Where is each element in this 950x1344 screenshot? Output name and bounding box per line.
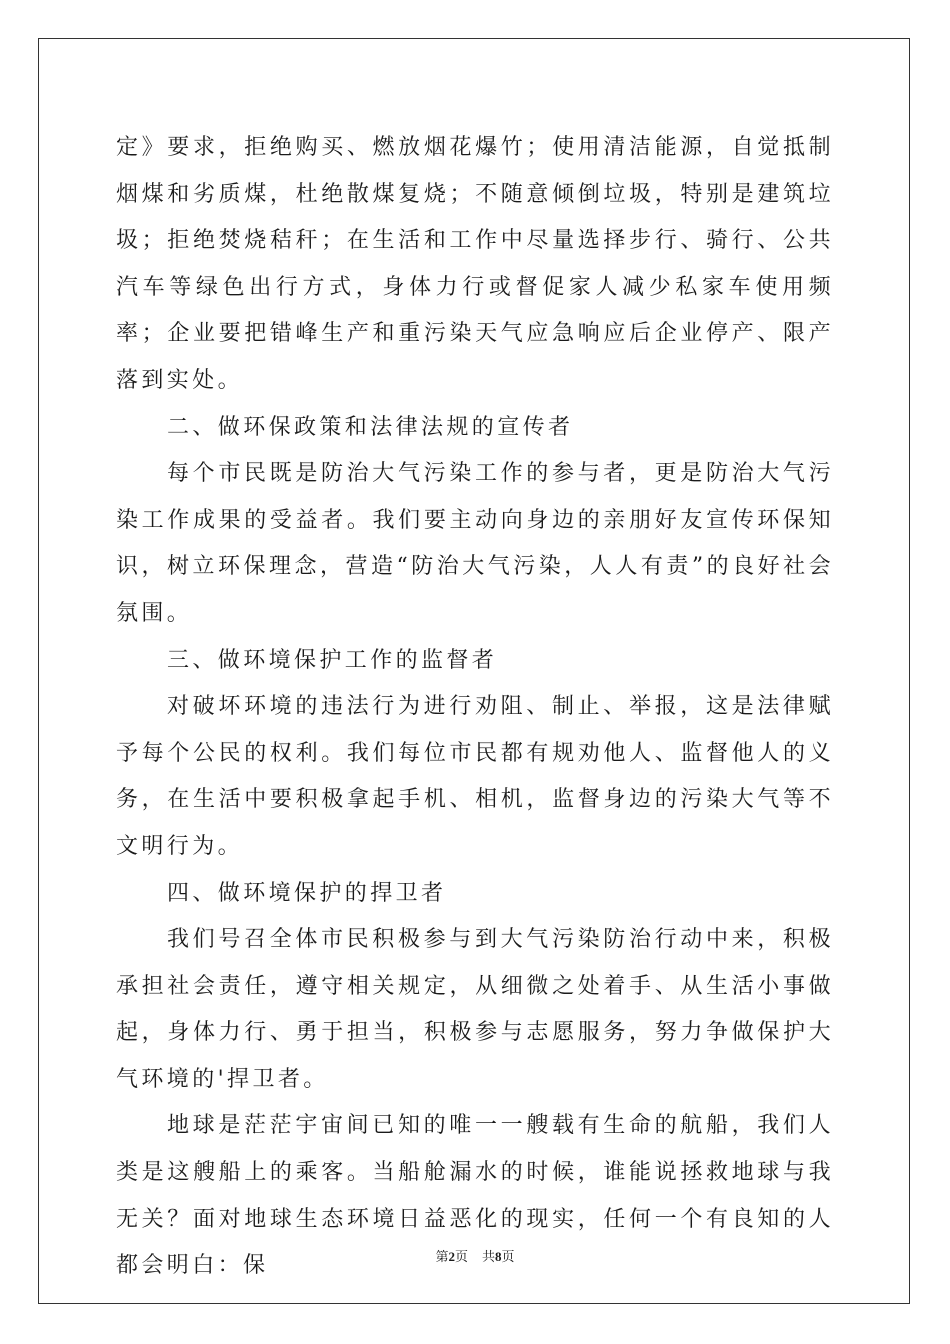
page-indicator	[435, 1250, 468, 1265]
paragraph-continuation: 定》要求，拒绝购买、燃放烟花爆竹；使用清洁能源，自觉抵制烟煤和劣质煤，杜绝散煤复烧；不随意倾倒垃圾，特别是建筑垃圾；拒绝焚烧秸秆；在生活和工作中尽量选择步行、骑行、公共汽车等绿色出行方式，身体力行或督促家人减少私家车使用频率；企业要把错峰生产和重污染天气应急响应后企业停产、限产落到实处。	[116, 135, 834, 393]
page-footer	[0, 1246, 950, 1265]
paragraph-publicity: 每个市民既是防治大气污染工作的参与者，更是防治大气污染工作成果的受益者。我们要主动向身边的亲朋好友宣传环保知识，树立环保理念，营造“防治大气污染，人人有责”的良好社会氛围。	[116, 461, 834, 626]
page-number: 2	[448, 1249, 455, 1264]
page-suffix: 页	[454, 1250, 468, 1265]
total-suffix: 页	[501, 1250, 515, 1265]
section-heading-2: 二、做环保政策和法律法规的宣传者	[167, 414, 574, 440]
document-body	[116, 125, 834, 1290]
total-prefix: 共	[482, 1250, 496, 1265]
total-pages-indicator	[482, 1250, 515, 1265]
paragraph-earth: 地球是茫茫宇宙间已知的唯一一艘载有生命的航船，我们人类是这艘船上的乘客。当船舱漏水的时候，谁能说拯救地球与我无关？面对地球生态环境日益恶化的现实，任何一个有良知的人都会明白：保	[116, 1113, 834, 1279]
total-pages: 8	[495, 1249, 502, 1264]
paragraph-supervision: 对破坏环境的违法行为进行劝阻、制止、举报，这是法律赋予每个公民的权利。我们每位市民都有规劝他人、监督他人的义务，在生活中要积极拿起手机、相机，监督身边的污染大气等不文明行为。	[116, 694, 834, 859]
page-prefix: 第	[435, 1250, 449, 1265]
paragraph-defender: 我们号召全体市民积极参与到大气污染防治行动中来，积极承担社会责任，遵守相关规定，从细微之处着手、从生活小事做起，身体力行、勇于担当，积极参与志愿服务，努力争做保护大气环境的'捍卫者。	[116, 927, 834, 1092]
section-heading-3: 三、做环境保护工作的监督者	[167, 647, 498, 673]
section-heading-4: 四、做环境保护的捍卫者	[167, 880, 447, 906]
